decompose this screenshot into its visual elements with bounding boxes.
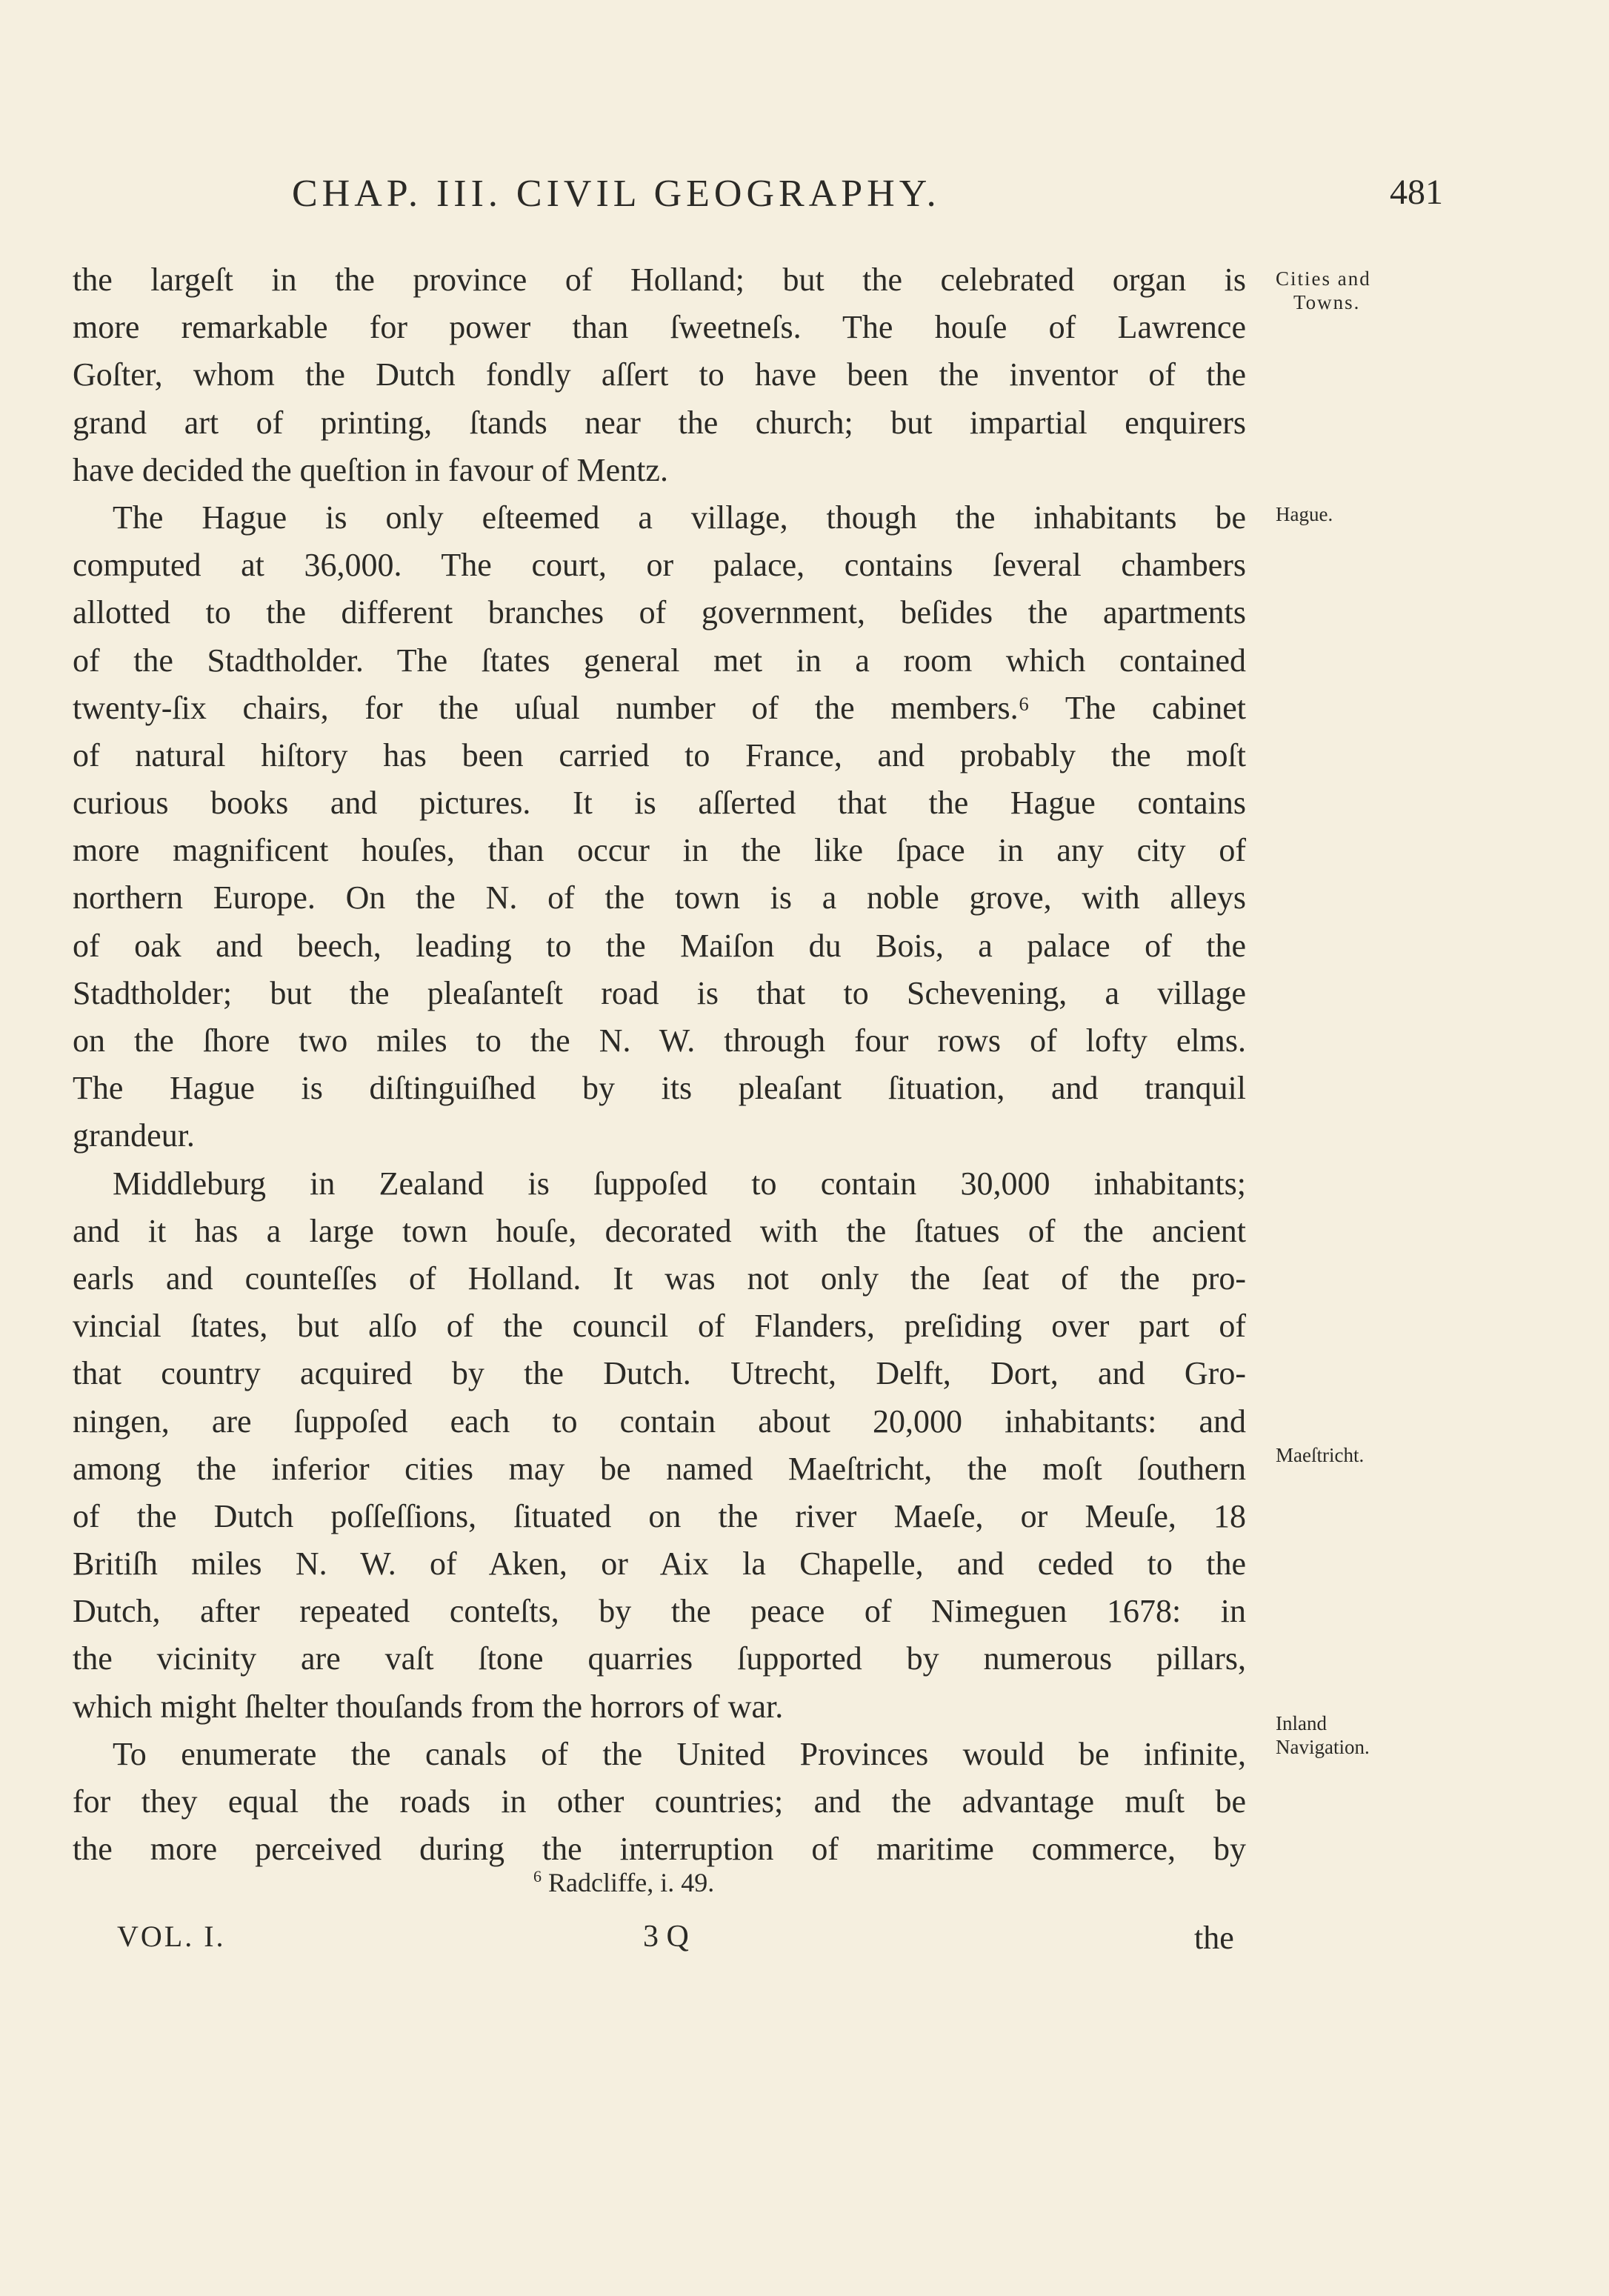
marginal-note-hague xyxy=(1276,502,1333,526)
text-line: on the ſhore two miles to the N. W. through four rows of lofty elms. xyxy=(73,1022,1246,1059)
text-line: Middleburg in Zealand is ſuppoſed to contain 30,000 inhabitants; xyxy=(113,1165,1246,1202)
marginal-note-line: Cities and xyxy=(1276,267,1371,290)
text-line: ningen, are ſuppoſed each to contain about 20,000 inhabitants: and xyxy=(73,1402,1246,1440)
text-line: twenty-ſix chairs, for the uſual number of the members.⁶ The cabinet xyxy=(73,689,1246,726)
text-line: Stadtholder; but the pleaſanteſt road is that to Schevening, a village xyxy=(73,974,1246,1011)
text-line: Goſter, whom the Dutch fondly aſſert to have been the inventor of the xyxy=(73,356,1246,393)
text-line: northern Europe. On the N. of the town is a noble grove, with alleys xyxy=(73,879,1246,916)
text-line: for they equal the roads in other countries; and the advantage muſt be xyxy=(73,1783,1246,1820)
text-line: vincial ſtates, but alſo of the council of Flanders, preſiding over part of xyxy=(73,1308,1246,1345)
marginal-note-inland-navigation xyxy=(1276,1711,1370,1759)
page-number: 481 xyxy=(1390,173,1443,212)
page-header xyxy=(287,172,1443,224)
marginal-note-line: Maeſtricht. xyxy=(1276,1444,1365,1466)
marginal-note-line: Towns. xyxy=(1293,291,1361,313)
text-line: the more perceived during the interruption of maritime commerce, by xyxy=(73,1831,1246,1868)
text-line: The Hague is only eſteemed a village, though the inhabitants be xyxy=(113,499,1246,536)
text-line: of the Stadtholder. The ſtates general met in a room which contained xyxy=(73,642,1246,679)
marginal-note-line: Navigation. xyxy=(1276,1736,1370,1758)
text-line: among the inferior cities may be named Maeſtricht, the moſt ſouthern xyxy=(73,1450,1246,1487)
text-line: earls and counteſſes of Holland. It was not only the ſeat of the pro- xyxy=(73,1260,1246,1297)
text-line: grand art of printing, ſtands near the church; but impartial enquirers xyxy=(73,404,1246,441)
text-line: To enumerate the canals of the United Provinces would be infinite, xyxy=(113,1735,1246,1772)
text-line: that country acquired by the Dutch. Utrecht, Delft, Dort, and Gro- xyxy=(73,1355,1246,1392)
text-line: the largeſt in the province of Holland; but the celebrated organ is xyxy=(73,262,1246,298)
page-footer xyxy=(0,1919,1609,1963)
marginal-note-cities xyxy=(1276,267,1371,314)
marginal-note-line: Hague. xyxy=(1276,503,1333,525)
signature-mark: 3 Q xyxy=(643,1920,689,1954)
running-head: CHAP. III. CIVIL GEOGRAPHY. xyxy=(292,173,941,215)
footnote xyxy=(533,1867,714,1898)
text-line: computed at 36,000. The court, or palace, contains ſeveral chambers xyxy=(73,547,1246,584)
text-line: the vicinity are vaſt ſtone quarries ſupported by numerous pillars, xyxy=(73,1640,1246,1677)
text-line: of oak and beech, leading to the Maiſon du Bois, a palace of the xyxy=(73,927,1246,964)
text-line: which might ſhelter thouſands from the horrors of war. xyxy=(73,1688,784,1725)
text-line: allotted to the different branches of government, beſides the apartments xyxy=(73,594,1246,631)
marginal-note-line: Inland xyxy=(1276,1712,1327,1734)
text-line: Britiſh miles N. W. of Aken, or Aix la Chapelle, and ceded to the xyxy=(73,1545,1246,1583)
volume-label: VOL. I. xyxy=(117,1920,226,1953)
catchword: the xyxy=(1194,1920,1234,1956)
text-line: The Hague is diſtinguiſhed by its pleaſant ſituation, and tranquil xyxy=(73,1070,1246,1107)
text-line: curious books and pictures. It is aſſerted that the Hague contains xyxy=(73,785,1246,822)
text-line: more magnificent houſes, than occur in the like ſpace in any city of xyxy=(73,832,1246,869)
text-line: more remarkable for power than ſweetneſs. The houſe of Lawrence xyxy=(73,309,1246,346)
text-line: of the Dutch poſſeſſions, ſituated on the river Maeſe, or Meuſe, 18 xyxy=(73,1497,1246,1534)
footnote-text: Radcliffe, i. 49. xyxy=(548,1868,715,1897)
text-line: have decided the queſtion in favour of Mentz. xyxy=(73,451,668,488)
footnote-mark: 6 xyxy=(533,1867,542,1886)
body-text xyxy=(73,256,1246,1873)
text-line: grandeur. xyxy=(73,1117,195,1154)
text-line: of natural hiſtory has been carried to France, and probably the moſt xyxy=(73,736,1246,773)
text-line: and it has a large town houſe, decorated with the ſtatues of the ancient xyxy=(73,1212,1246,1249)
marginal-note-maestricht xyxy=(1276,1443,1364,1467)
text-line: Dutch, after repeated conteſts, by the peace of Nimeguen 1678: in xyxy=(73,1593,1246,1630)
